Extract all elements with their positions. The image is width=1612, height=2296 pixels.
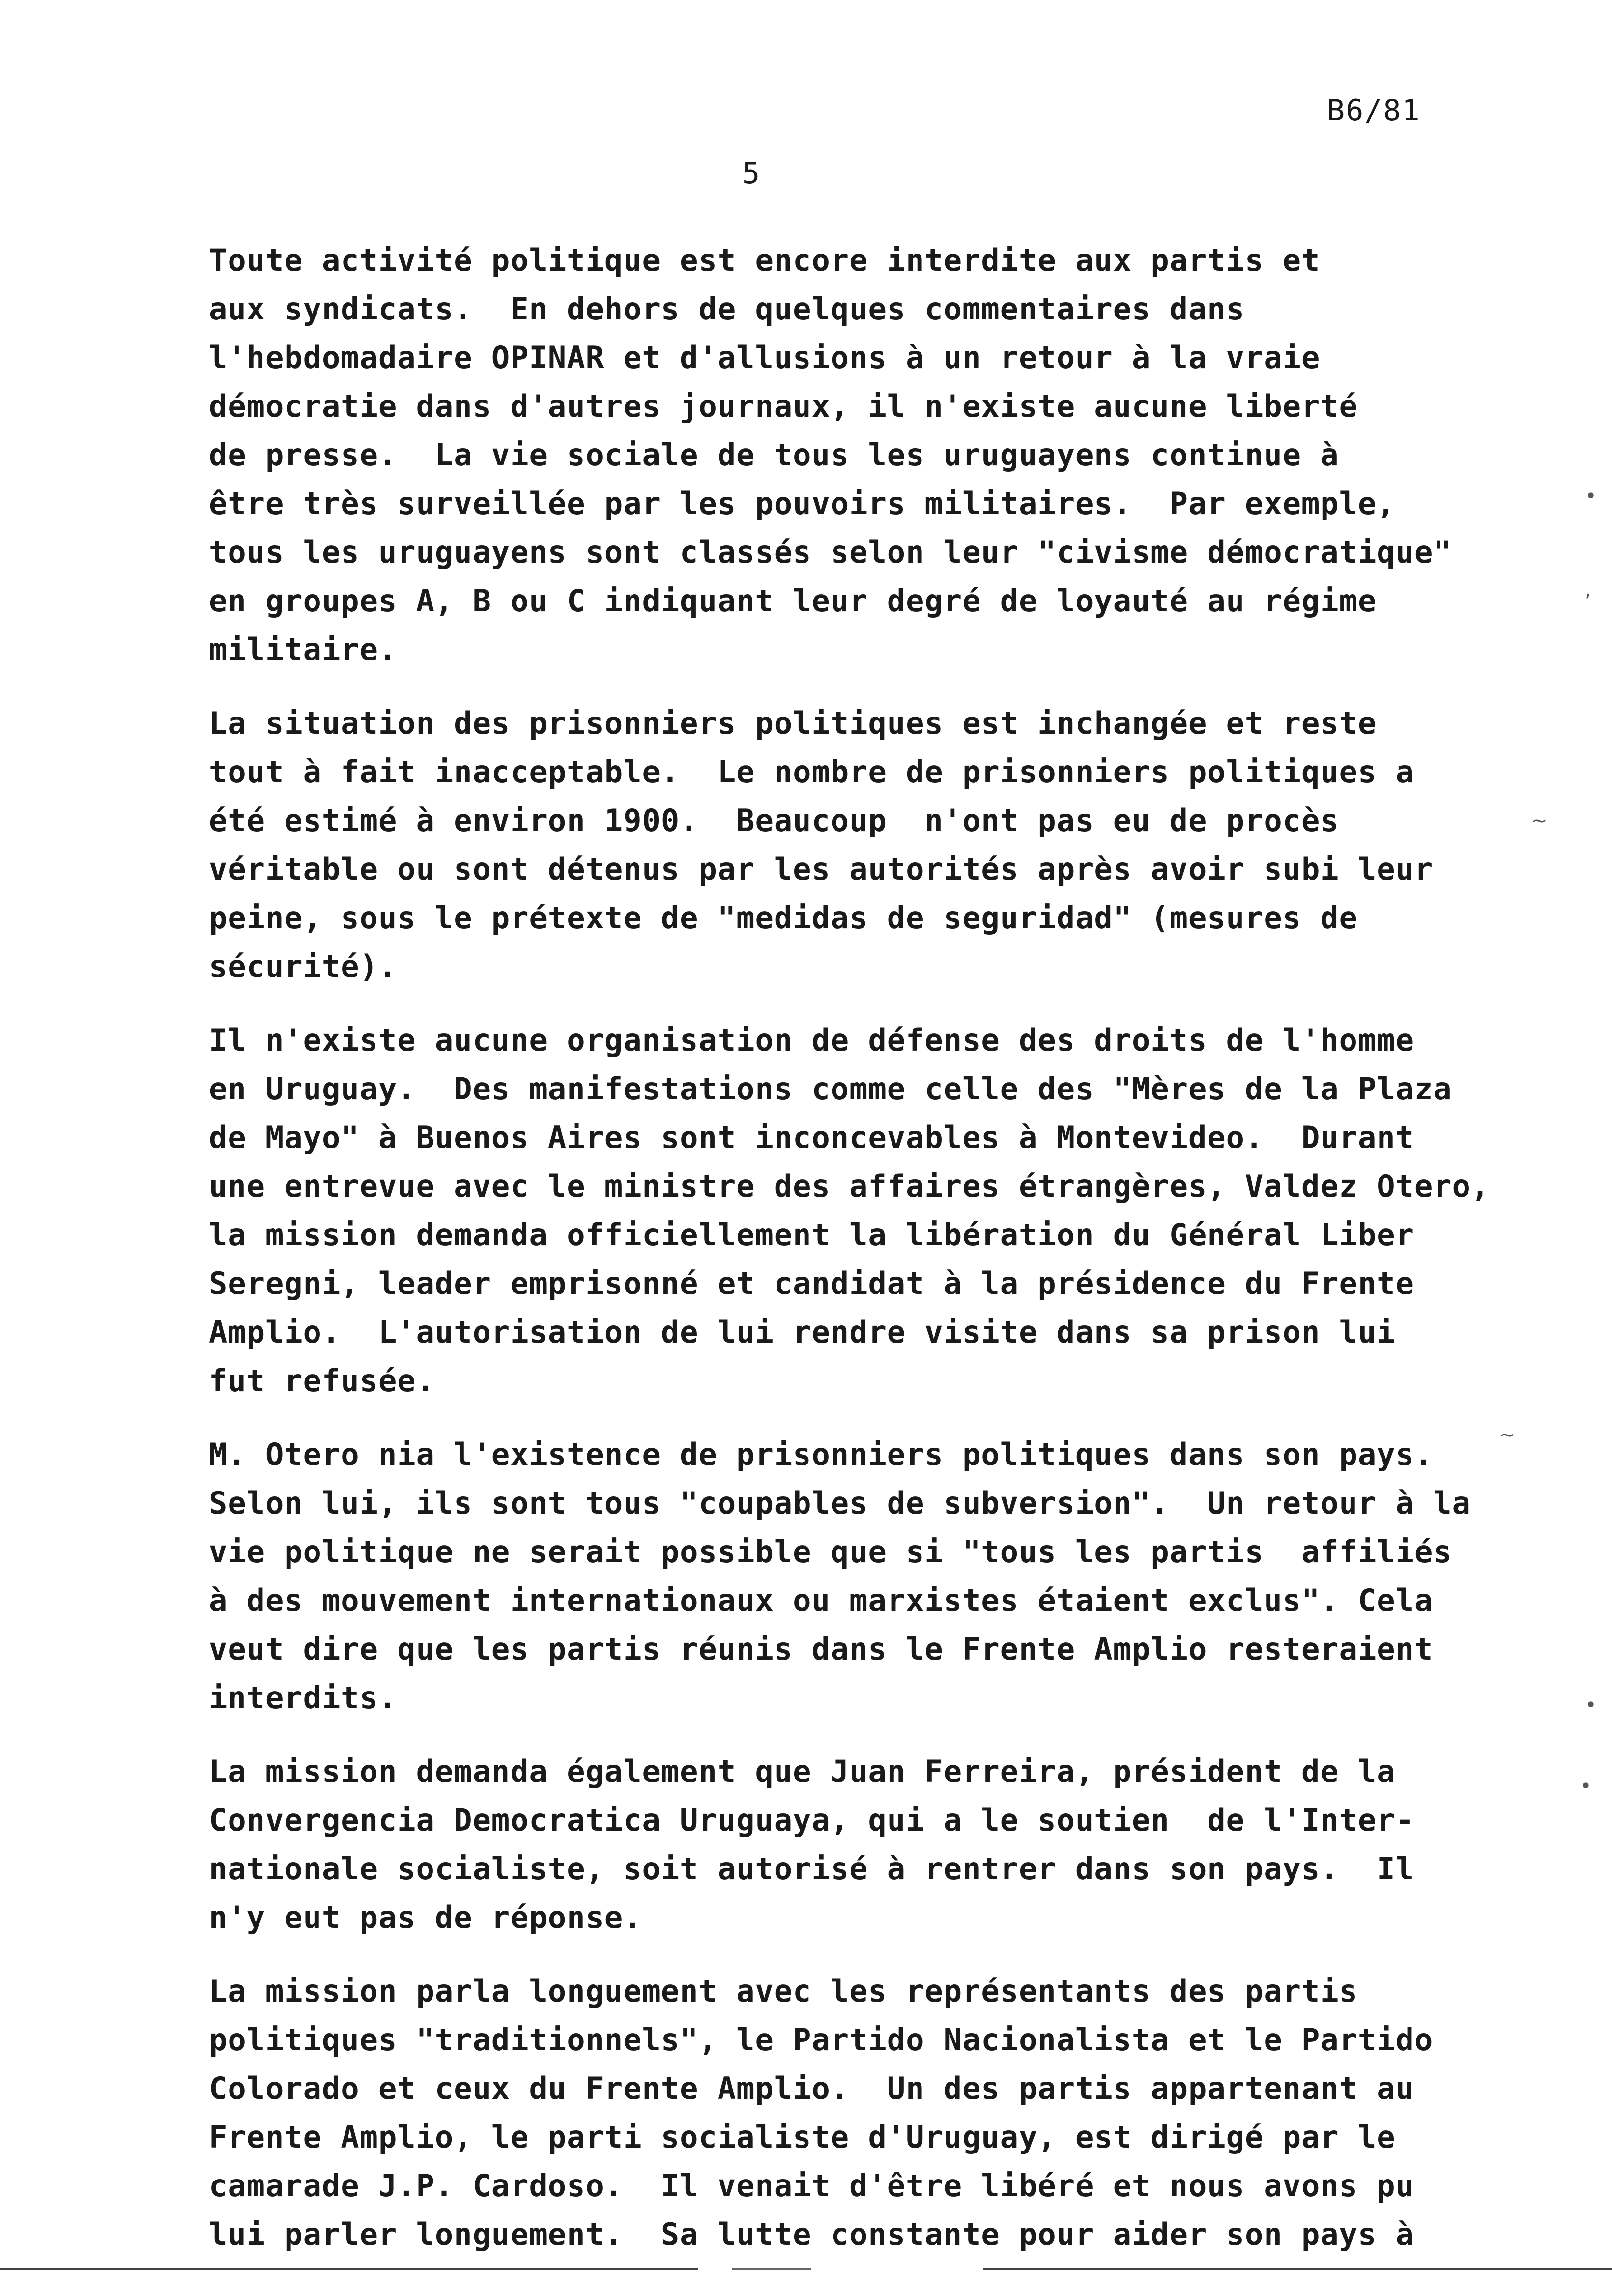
text-line: vie politique ne serait possible que si "tous les partis affiliés: [209, 1534, 1452, 1570]
text-line: la mission demanda officiellement la libération du Général Liber: [209, 1217, 1414, 1253]
text-line: militaire.: [209, 631, 398, 667]
text-line: n'y eut pas de réponse.: [209, 1899, 642, 1935]
text-line: aux syndicats. En dehors de quelques commentaires dans: [209, 291, 1245, 327]
scan-speck: ~: [1499, 1424, 1516, 1446]
scan-speck: •: [1585, 1694, 1597, 1717]
text-line: Convergencia Democratica Uruguaya, qui a le soutien de l'Inter-: [209, 1802, 1414, 1838]
text-line: camarade J.P. Cardoso. Il venait d'être libéré et nous avons pu: [209, 2168, 1414, 2204]
paragraph-human-rights: [209, 1016, 1565, 1405]
footer-rule: [0, 2268, 1612, 2270]
scan-speck: •: [1580, 1775, 1592, 1798]
scan-speck: ,: [1585, 578, 1591, 601]
text-line: peine, sous le prétexte de "medidas de seguridad" (mesures de: [209, 900, 1358, 936]
text-line: véritable ou sont détenus par les autorités après avoir subi leur: [209, 851, 1434, 887]
paragraph-party-talks: [209, 1967, 1565, 2259]
text-line: l'hebdomadaire OPINAR et d'allusions à un retour à la vraie: [209, 340, 1321, 375]
text-line: M. Otero nia l'existence de prisonniers politiques dans son pays.: [209, 1436, 1434, 1472]
text-line: nationale socialiste, soit autorisé à rentrer dans son pays. Il: [209, 1851, 1414, 1887]
text-line: à des mouvement internationaux ou marxistes étaient exclus". Cela: [209, 1582, 1434, 1618]
text-line: sécurité).: [209, 948, 398, 984]
text-line: interdits.: [209, 1680, 398, 1716]
text-line: Il n'existe aucune organisation de défense des droits de l'homme: [209, 1022, 1414, 1058]
text-line: Seregni, leader emprisonné et candidat à la présidence du Frente: [209, 1265, 1414, 1301]
text-line: politiques "traditionnels", le Partido Nacionalista et le Partido: [209, 2022, 1434, 2058]
text-line: de Mayo" à Buenos Aires sont inconcevables à Montevideo. Durant: [209, 1119, 1414, 1155]
scan-speck: •: [1585, 485, 1597, 508]
text-line: été estimé à environ 1900. Beaucoup n'ont pas eu de procès: [209, 803, 1339, 838]
text-line: veut dire que les partis réunis dans le Frente Amplio resteraient: [209, 1631, 1434, 1667]
text-line: fut refusée.: [209, 1363, 435, 1399]
text-line: en Uruguay. Des manifestations comme celle des "Mères de la Plaza: [209, 1071, 1452, 1107]
paragraph-ferreira: [209, 1747, 1565, 1942]
page-number: 5: [742, 156, 760, 191]
paragraph-political-activity: [209, 236, 1565, 674]
scan-speck: ~: [1531, 809, 1548, 832]
text-line: Amplio. L'autorisation de lui rendre visite dans sa prison lui: [209, 1314, 1396, 1350]
text-line: Colorado et ceux du Frente Amplio. Un des partis appartenant au: [209, 2070, 1414, 2106]
text-line: tous les uruguayens sont classés selon leur "civisme démocratique": [209, 534, 1452, 570]
text-line: La mission demanda également que Juan Ferreira, président de la: [209, 1753, 1396, 1789]
body-text: [209, 236, 1565, 2284]
text-line: tout à fait inacceptable. Le nombre de prisonniers politiques a: [209, 754, 1414, 790]
text-line: de presse. La vie sociale de tous les uruguayens continue à: [209, 437, 1339, 473]
document-reference: B6/81: [1327, 93, 1421, 128]
text-line: lui parler longuement. Sa lutte constante pour aider son pays à: [209, 2216, 1414, 2252]
text-line: Selon lui, ils sont tous "coupables de subversion". Un retour à la: [209, 1485, 1471, 1521]
text-line: La mission parla longuement avec les représentants des partis: [209, 1973, 1358, 2009]
text-line: être très surveillée par les pouvoirs militaires. Par exemple,: [209, 486, 1396, 521]
paragraph-otero-denial: [209, 1430, 1565, 1722]
text-line: en groupes A, B ou C indiquant leur degré de loyauté au régime: [209, 583, 1377, 619]
paragraph-political-prisoners: [209, 699, 1565, 991]
text-line: démocratie dans d'autres journaux, il n'existe aucune liberté: [209, 388, 1358, 424]
text-line: La situation des prisonniers politiques est inchangée et reste: [209, 705, 1377, 741]
text-line: Toute activité politique est encore interdite aux partis et: [209, 242, 1321, 278]
text-line: une entrevue avec le ministre des affaires étrangères, Valdez Otero,: [209, 1168, 1490, 1204]
text-line: Frente Amplio, le parti socialiste d'Uruguay, est dirigé par le: [209, 2119, 1396, 2155]
